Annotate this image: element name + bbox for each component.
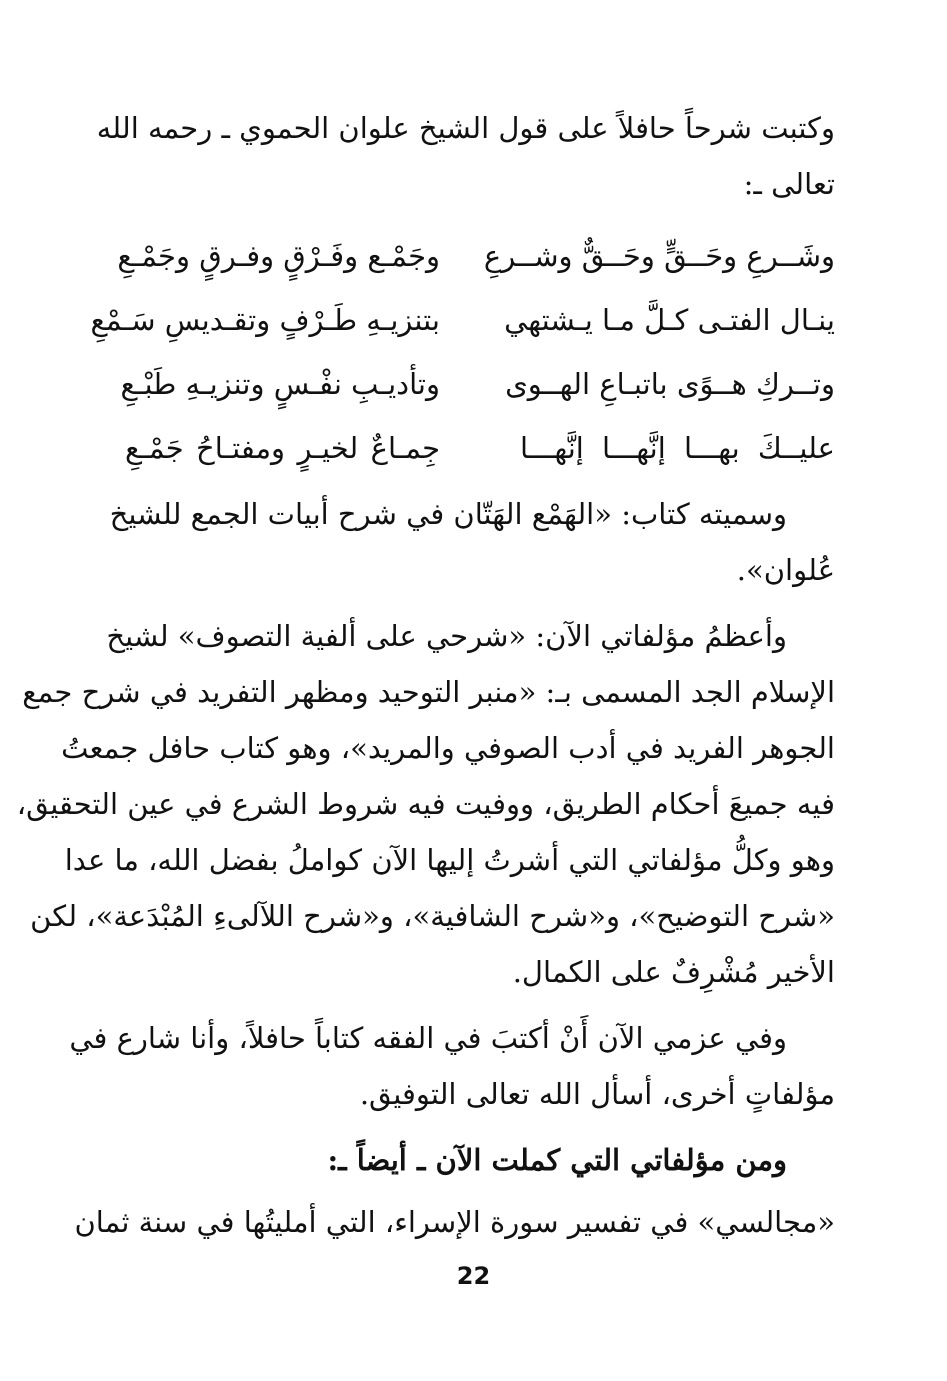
poem	[90, 224, 835, 480]
poem-first-hemistich: ينـال الفتـى كـلَّ مـا يـشتهي	[504, 303, 835, 337]
intro-paragraph	[96, 100, 835, 212]
poem-verse	[125, 416, 835, 480]
poem-first-hemistich: عليــكَ بهـــا إنَّهـــا إنَّهـــا	[520, 431, 835, 465]
intention-paragraph	[69, 1010, 835, 1122]
text-line: الإسلام الجد المسمى بـ: «منبر التوحيد ومظهر التفريد في شرح جمع	[22, 675, 835, 709]
greatest-works-paragraph	[16, 608, 835, 1000]
page-body	[16, 100, 835, 1260]
text-line: الجوهر الفريد في أدب الصوفي والمريد»، وهو كتاب حافل جمعتُ	[61, 731, 835, 765]
page-number: 22	[456, 1262, 491, 1290]
text-line: عُلوان».	[736, 553, 835, 587]
text-line: تعالى ـ:	[743, 167, 835, 201]
majalisi-paragraph	[74, 1194, 835, 1250]
poem-second-hemistich: بتنزيـهِ طَـرْفٍ وتقـديسِ سَـمْعِ	[90, 303, 440, 337]
text-line: وكتبت شرحاً حافلاً على قول الشيخ علوان الحموي ـ رحمه الله	[96, 111, 835, 145]
text-line: مؤلفاتٍ أخرى، أسأل الله تعالى التوفيق.	[359, 1077, 835, 1111]
text-line: وفي عزمي الآن أَنْ أكتبَ في الفقه كتاباً حافلاً، وأنا شارع في	[69, 1021, 787, 1055]
naming-paragraph	[109, 486, 835, 598]
text-line: فيه جميعَ أحكام الطريق، ووفيت فيه شروط الشرع في عين التحقيق،	[16, 787, 835, 821]
poem-second-hemistich: وجَمْـع وفَـرْقٍ وفـرقٍ وجَمْـعِ	[117, 239, 440, 273]
text-line: الأخير مُشْرِفٌ على الكمال.	[512, 955, 835, 989]
poem-second-hemistich: وتأديـبِ نفْـسٍ وتنزيـهِ طَبْـعِ	[120, 367, 440, 401]
text-line: «شرح التوضيح»، و«شرح الشافية»، و«شرح اللآلىءِ المُبْدَعة»، لكن	[30, 899, 835, 933]
text-line: «مجالسي» في تفسير سورة الإسراء، التي أمليتُها في سنة ثمان	[74, 1205, 835, 1239]
poem-verse	[120, 352, 835, 416]
poem-verse	[117, 224, 835, 288]
text-line: وأعظمُ مؤلفاتي الآن: «شرحي على ألفية التصوف» لشيخ	[106, 619, 787, 653]
completed-works-heading: ومن مؤلفاتي التي كملت الآن ـ أيضاً ـ:	[327, 1143, 787, 1177]
poem-first-hemistich: وشَــرعِ وحَــقٍّ وحَــقٌّ وشــرعِ	[483, 239, 835, 273]
text-line: وهو وكلُّ مؤلفاتي التي أشرتُ إليها الآن كواملُ بفضل الله، ما عدا	[64, 843, 835, 877]
text-line: وسميته كتاب: «الهَمْع الهَتّان في شرح أبيات الجمع للشيخ	[109, 497, 787, 531]
poem-verse	[90, 288, 835, 352]
poem-first-hemistich: وتــركِ هــوًى باتبـاعِ الهــوى	[505, 367, 835, 401]
poem-second-hemistich: جِمـاعٌ لخيـرٍ ومفتـاحُ جَمْـعِ	[125, 431, 440, 465]
